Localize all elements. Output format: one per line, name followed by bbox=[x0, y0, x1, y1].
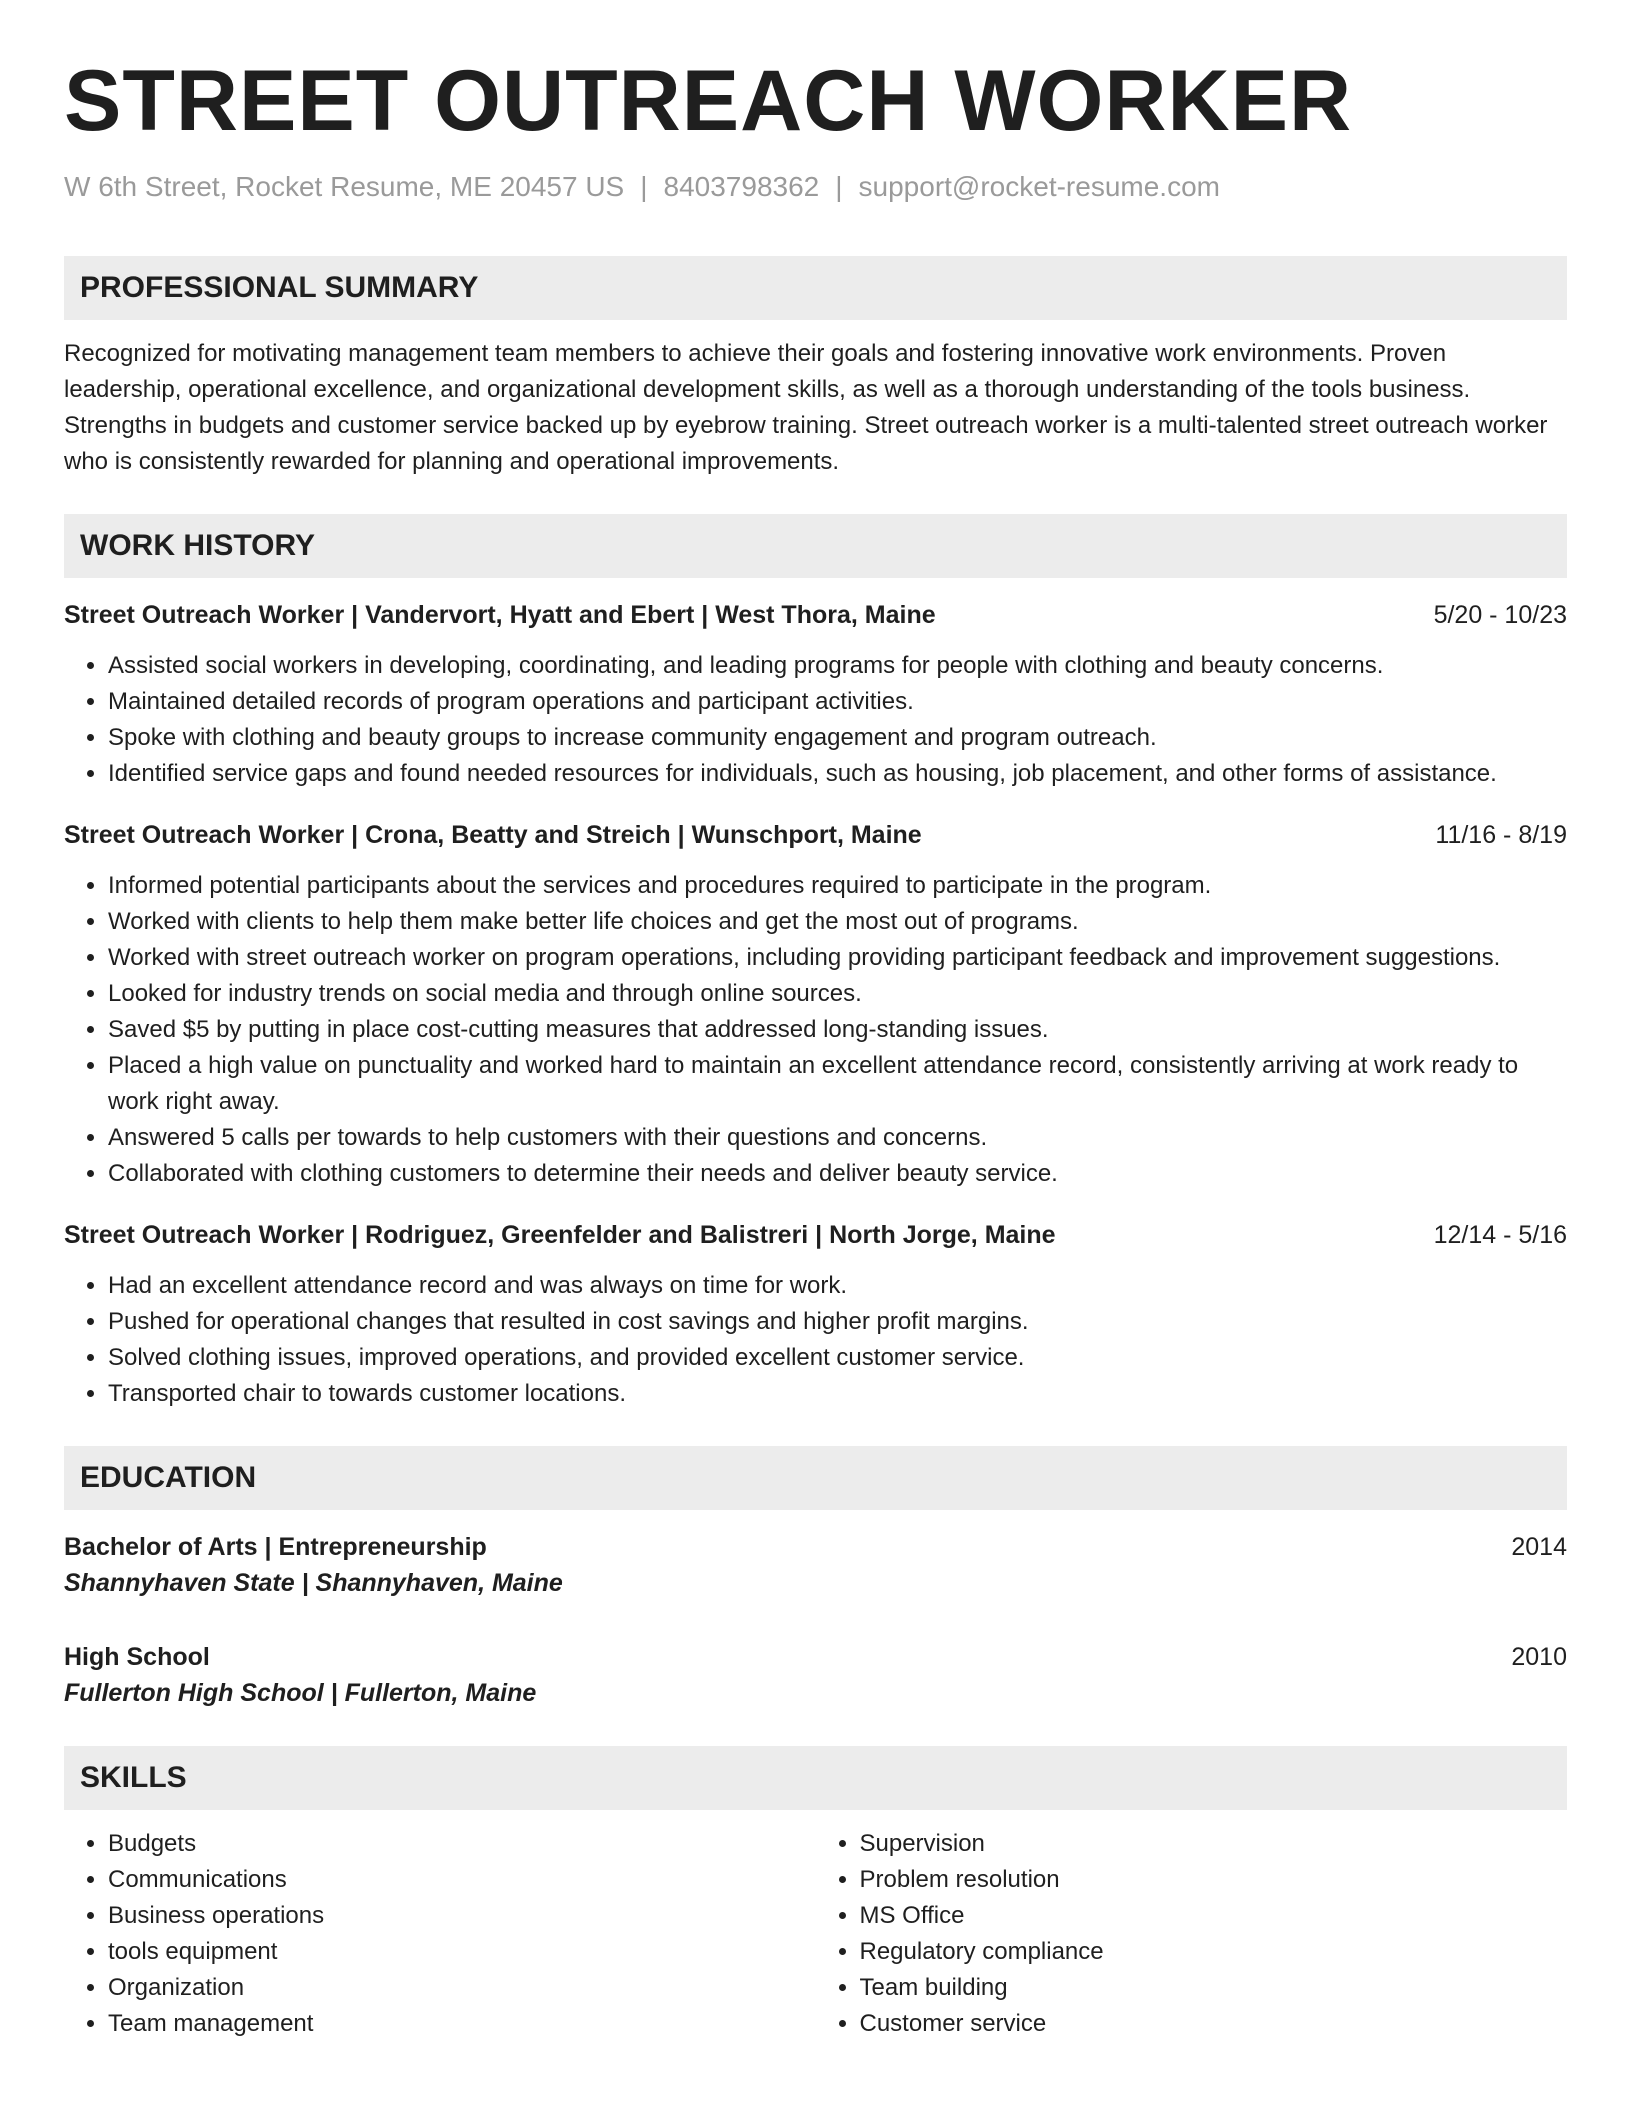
skill-item: • Team building bbox=[860, 1970, 1568, 2006]
contact-address: W 6th Street, Rocket Resume, ME 20457 US bbox=[64, 171, 625, 202]
job-dates: 11/16 - 8/19 bbox=[1435, 820, 1567, 849]
skill-item: • Regulatory compliance bbox=[860, 1934, 1568, 1970]
job-dates: 5/20 - 10/23 bbox=[1433, 600, 1567, 629]
job-bullet: • Worked with street outreach worker on program operations, including providing participant feedback and improvement suggestions. bbox=[108, 940, 1567, 976]
job-bullet: • Pushed for operational changes that resulted in cost savings and higher profit margins. bbox=[108, 1304, 1567, 1340]
resume-page bbox=[64, 53, 1567, 2042]
skills-column-left bbox=[64, 1826, 816, 2042]
skill-item: • Business operations bbox=[108, 1898, 816, 1934]
section-header-skills: SKILLS bbox=[64, 1746, 1567, 1810]
contact-separator: | bbox=[640, 171, 648, 202]
contact-email[interactable]: support@rocket-resume.com bbox=[858, 171, 1220, 202]
education-entry bbox=[64, 1530, 1567, 1602]
summary-text: Recognized for motivating management team members to achieve their goals and fostering innovative work environments. Proven leadership, operational excellence, and organizational development skills, as well as a thorough understanding of the tools business. Strengths in budgets and customer service backed up by eyebrow training. Street outreach worker is a multi-talented street outreach worker who is consistently rewarded for planning and operational improvements. bbox=[64, 339, 1548, 475]
job-bullet: • Spoke with clothing and beauty groups to increase community engagement and program outreach. bbox=[108, 720, 1567, 756]
job-bullet: • Looked for industry trends on social media and through online sources. bbox=[108, 976, 1567, 1012]
skill-item: • Problem resolution bbox=[860, 1862, 1568, 1898]
candidate-name: STREET OUTREACH WORKER bbox=[64, 53, 1353, 149]
job-heading-row bbox=[64, 1218, 1567, 1252]
contact-phone: 8403798362 bbox=[663, 171, 820, 202]
skill-item: • MS Office bbox=[860, 1898, 1568, 1934]
skill-item: • tools equipment bbox=[108, 1934, 816, 1970]
education-school: Fullerton High School | Fullerton, Maine bbox=[64, 1678, 537, 1707]
skill-item: • Supervision bbox=[860, 1826, 1568, 1862]
skill-item: • Budgets bbox=[108, 1826, 816, 1862]
education-year: 2014 bbox=[1511, 1532, 1567, 1561]
education-degree: High School bbox=[64, 1642, 210, 1671]
job-bullet: • Identified service gaps and found needed resources for individuals, such as housing, job placement, and other forms of assistance. bbox=[108, 756, 1567, 792]
job-dates: 12/14 - 5/16 bbox=[1433, 1220, 1567, 1249]
job-heading-row bbox=[64, 818, 1567, 852]
contact-line bbox=[64, 170, 1567, 204]
skill-item: • Organization bbox=[108, 1970, 816, 2006]
job-bullet: • Placed a high value on punctuality and worked hard to maintain an excellent attendance record, consistently arriving at work ready to work right away. bbox=[108, 1048, 1567, 1120]
skill-item: • Communications bbox=[108, 1862, 816, 1898]
education-degree: Bachelor of Arts | Entrepreneurship bbox=[64, 1532, 487, 1561]
job-title: Street Outreach Worker | Crona, Beatty and Streich | Wunschport, Maine bbox=[64, 820, 922, 849]
job-title: Street Outreach Worker | Vandervort, Hyatt and Ebert | West Thora, Maine bbox=[64, 600, 936, 629]
education-heading-row bbox=[64, 1530, 1567, 1564]
section-header-work-history: WORK HISTORY bbox=[64, 514, 1567, 578]
job-bullets bbox=[64, 868, 1567, 1192]
education-heading-row bbox=[64, 1640, 1567, 1674]
education-school: Shannyhaven State | Shannyhaven, Maine bbox=[64, 1568, 563, 1597]
job-title: Street Outreach Worker | Rodriguez, Greenfelder and Balistreri | North Jorge, Maine bbox=[64, 1220, 1056, 1249]
job-bullet: • Saved $5 by putting in place cost-cutting measures that addressed long-standing issues. bbox=[108, 1012, 1567, 1048]
job-entry bbox=[64, 1218, 1567, 1412]
job-bullet: • Transported chair to towards customer locations. bbox=[108, 1376, 1567, 1412]
section-header-education: EDUCATION bbox=[64, 1446, 1567, 1510]
skills-list bbox=[64, 1826, 1567, 2042]
job-heading-row bbox=[64, 598, 1567, 632]
job-bullet: • Assisted social workers in developing, coordinating, and leading programs for people with clothing and beauty concerns. bbox=[108, 648, 1567, 684]
job-bullet: • Answered 5 calls per towards to help customers with their questions and concerns. bbox=[108, 1120, 1567, 1156]
skill-item: • Team management bbox=[108, 2006, 816, 2042]
job-bullet: • Maintained detailed records of program operations and participant activities. bbox=[108, 684, 1567, 720]
job-bullet: • Solved clothing issues, improved operations, and provided excellent customer service. bbox=[108, 1340, 1567, 1376]
job-entry bbox=[64, 598, 1567, 792]
job-bullet: • Worked with clients to help them make better life choices and get the most out of programs. bbox=[108, 904, 1567, 940]
section-header-summary: PROFESSIONAL SUMMARY bbox=[64, 256, 1567, 320]
education-year: 2010 bbox=[1511, 1642, 1567, 1671]
job-bullet: • Informed potential participants about the services and procedures required to participate in the program. bbox=[108, 868, 1567, 904]
job-entry bbox=[64, 818, 1567, 1192]
contact-separator: | bbox=[835, 171, 843, 202]
skill-item: • Customer service bbox=[860, 2006, 1568, 2042]
education-entry bbox=[64, 1640, 1567, 1712]
job-bullet: • Collaborated with clothing customers to determine their needs and deliver beauty service. bbox=[108, 1156, 1567, 1192]
job-bullets bbox=[64, 1268, 1567, 1412]
skills-column-right bbox=[816, 1826, 1568, 2042]
job-bullet: • Had an excellent attendance record and was always on time for work. bbox=[108, 1268, 1567, 1304]
job-bullets bbox=[64, 648, 1567, 792]
